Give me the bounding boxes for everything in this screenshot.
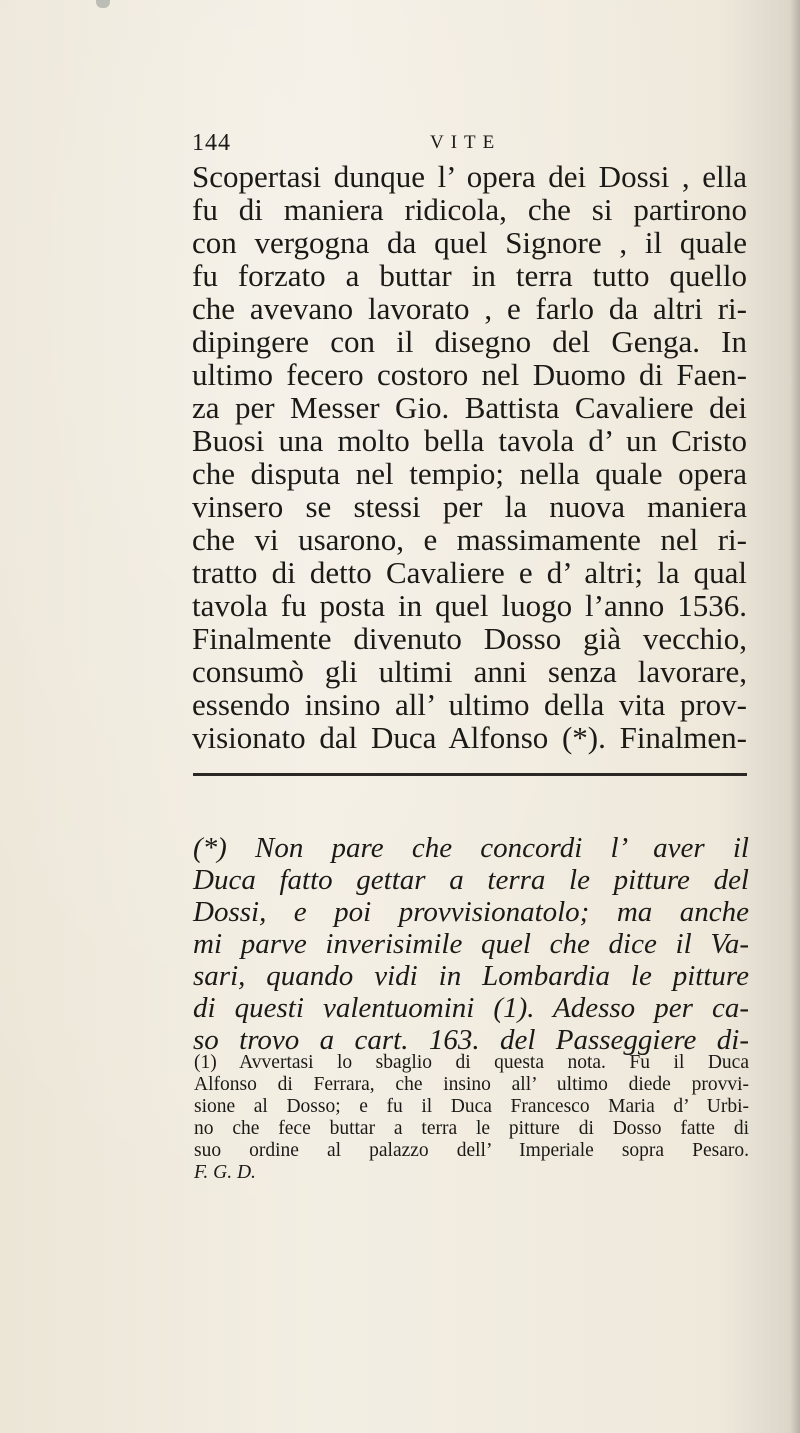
text-line: dipingere con il disegno del Genga. In [192,324,747,359]
text-line: tavola fu posta in quel luogo l’anno 1536. [192,588,747,623]
footnote-line: Dossi, e poi provvisionatolo; ma anche [193,896,749,928]
editor-note-line: suo ordine al palazzo dell’ Imperiale sopra Pesaro. [194,1140,749,1161]
main-text [192,160,747,754]
text-line: essendo insino all’ ultimo della vita prov- [192,687,747,722]
footnote [193,832,749,1056]
footnote-line: di questi valentuomini (1). Adesso per ca- [193,992,749,1024]
text-line: che disputa nel tempio; nella quale opera [192,456,747,491]
text-line: Buosi una molto bella tavola d’ un Cristo [192,423,747,458]
editor-signature: F. G. D. [194,1162,256,1183]
running-head: VITE [430,132,502,153]
footnote-separator [193,773,747,776]
text-line: tratto di detto Cavaliere e d’ altri; la qual [192,555,747,590]
text-line: con vergogna da quel Signore , il quale [192,225,747,260]
text-line: ultimo fecero costoro nel Duomo di Faen- [192,357,747,392]
text-line: Scopertasi dunque l’ opera dei Dossi , ella [192,159,747,194]
page-header [192,130,732,160]
editor-note [194,1052,749,1184]
text-line: vinsero se stessi per la nuova maniera [192,489,747,524]
editor-note-line: sione al Dosso; e fu il Duca Francesco Maria d’ Urbi- [194,1096,749,1117]
text-line: consumò gli ultimi anni senza lavorare, [192,654,747,689]
text-line: fu di maniera ridicola, che si partirono [192,192,747,227]
editor-note-line: (1) Avvertasi lo sbaglio di questa nota. Fu il Duca [194,1052,749,1073]
editor-note-line: no che fece buttar a terra le pitture di Dosso fatte di [194,1118,749,1139]
text-line: Finalmente divenuto Dosso già vecchio, [192,621,747,656]
page-edge-shadow [790,0,800,1433]
page-number: 144 [192,130,231,156]
text-line: za per Messer Gio. Battista Cavaliere dei [192,390,747,425]
editor-note-line: Alfonso di Ferrara, che insino all’ ultimo diede provvi- [194,1074,749,1095]
text-line: che vi usarono, e massimamente nel ri- [192,522,747,557]
footnote-line: sari, quando vidi in Lombardia le pitture [193,960,749,992]
corner-stain [96,0,110,8]
text-line: visionato dal Duca Alfonso (*). Finalmen- [192,720,747,755]
footnote-line: mi parve inverisimile quel che dice il Va- [193,928,749,960]
text-line: che avevano lavorato , e farlo da altri ri- [192,291,747,326]
footnote-line: so trovo a cart. 163. del Passeggiere di- [193,1024,749,1056]
footnote-line: Duca fatto gettar a terra le pitture del [193,864,749,896]
footnote-line: (*) Non pare che concordi l’ aver il [193,832,749,864]
text-line: fu forzato a buttar in terra tutto quello [192,258,747,293]
